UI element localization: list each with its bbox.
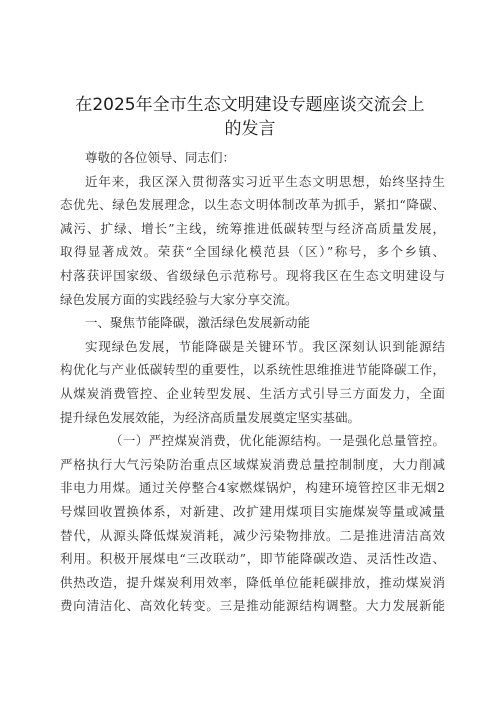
paragraph-line: 近年来，我区深入贯彻落实习近平生态文明思想，始终坚持生 [85,173,445,189]
paragraph-section-intro [60,335,445,429]
paragraph-line: 利用。积极开展煤电“三改联动”，即节能降碳改造、灵活性改造、 [60,551,445,567]
paragraph-line: 构优化与产业低碳转型的重要性，以系统性思维推进节能降碳工作， [60,362,445,378]
section-heading [60,311,445,335]
paragraph-line: （一）严控煤炭消费，优化能源结构。一是强化总量管控。 [110,433,445,449]
paragraph-line: 提升绿色发展效能，为经济高质量发展奠定坚实基础。 [60,409,361,425]
paragraph-line: 绿色发展方面的实践经验与大家分享交流。 [60,291,298,307]
paragraph-line: 态优先、绿色发展理念，以生态文明体制改革为抓手，紧扣“降碳、 [60,197,445,213]
paragraph-line: 供热改造，提升煤炭利用效率，降低单位能耗碳排放，推动煤炭消 [60,574,445,590]
paragraph-line: 取得显著成效。荣获“全国绿化模范县（区）”称号，多个乡镇、 [60,244,445,260]
paragraph-line: 从煤炭消费管控、企业转型发展、生活方式引导三方面发力，全面 [60,385,445,401]
paragraph-intro [60,170,445,312]
paragraph-line: 费向清洁化、高效化转变。三是推动能源结构调整。大力发展新能 [60,598,445,614]
paragraph-line: 减污、扩绿、增长”主线，统筹推进低碳转型与经济高质量发展， [60,220,445,236]
section-heading-text: 一、聚焦节能降碳，激活绿色发展新动能 [85,315,311,331]
paragraph-line: 村落获评国家级、省级绿色示范称号。现将我区在生态文明建设与 [60,267,445,283]
paragraph-line: 替代，从源头降低煤炭消耗，减少污染物排放。二是推进清洁高效 [60,527,445,543]
paragraph-line: 号煤回收置换体系，对新建、改扩建用煤项目实施煤炭等量或减量 [60,503,445,519]
paragraph-line: 非电力用煤。通过关停整合4家燃煤锅炉，构建环境管控区非无烟2 [60,480,445,496]
paragraph-line: 实现绿色发展，节能降碳是关键环节。我区深刻认识到能源结 [85,338,445,354]
document-title-line-2: 的发言 [224,119,276,139]
salutation: 尊敬的各位领导、同志们： [85,150,236,165]
paragraph-subsection-1 [60,429,445,618]
document-body [60,146,445,618]
paragraph-line: 严格执行大气污染防治重点区域煤炭消费总量控制制度，大力削减 [60,456,445,472]
document-title-line-1: 在2025年全市生态文明建设专题座谈交流会上 [75,95,425,115]
